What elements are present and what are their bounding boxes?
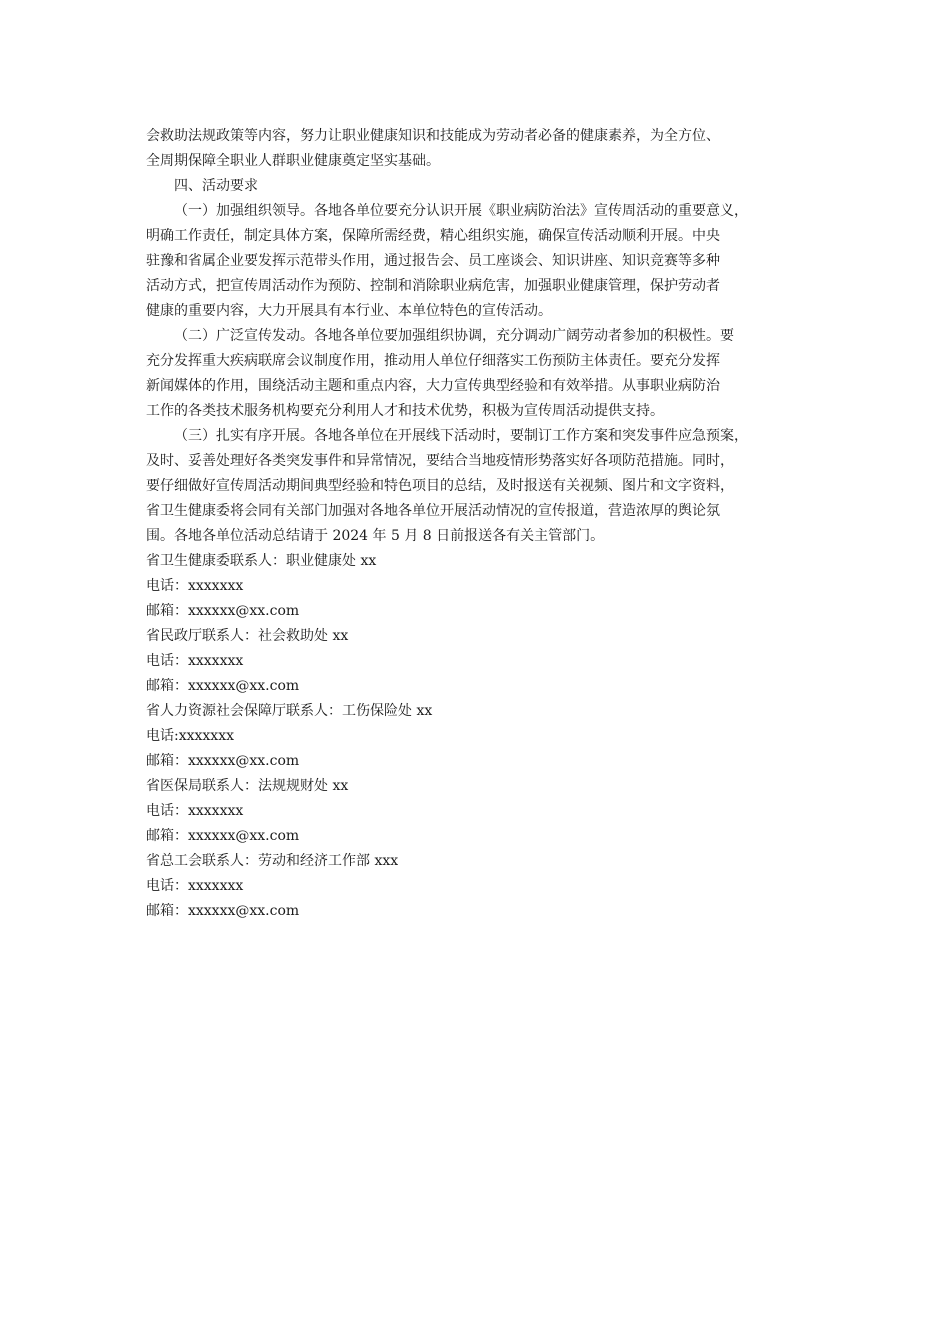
section-heading: 四、活动要求	[174, 178, 258, 194]
contact-block-human-resources	[146, 699, 806, 774]
text-line: 活动方式，把宣传周活动作为预防、控制和消除职业病危害，加强职业健康管理，保护劳动者	[146, 278, 720, 294]
contact-block-health-commission	[146, 549, 806, 624]
contact-phone: 电话：xxxxxxx	[146, 803, 244, 819]
contact-name: 省卫生健康委联系人：职业健康处 xx	[146, 553, 377, 569]
contact-phone: 电话：xxxxxxx	[146, 653, 244, 669]
text-line: （三）扎实有序开展。各地各单位在开展线下活动时，要制订工作方案和突发事件应急预案，	[174, 428, 748, 444]
text-line: 健康的重要内容，大力开展具有本行业、本单位特色的宣传活动。	[146, 303, 552, 319]
text-line: 全周期保障全职业人群职业健康奠定坚实基础。	[146, 153, 440, 169]
contact-email: 邮箱：xxxxxx@xx.com	[146, 678, 300, 694]
contact-name: 省人力资源社会保障厅联系人：工伤保险处 xx	[146, 703, 433, 719]
contact-name: 省民政厅联系人：社会救助处 xx	[146, 628, 349, 644]
contact-phone: 电话：xxxxxxx	[146, 878, 244, 894]
intro-paragraph	[146, 124, 806, 174]
contact-phone: 电话：xxxxxxx	[146, 578, 244, 594]
text-line: 驻豫和省属企业要发挥示范带头作用，通过报告会、员工座谈会、知识讲座、知识竞赛等多种	[146, 253, 720, 269]
contact-email: 邮箱：xxxxxx@xx.com	[146, 903, 300, 919]
text-line: （一）加强组织领导。各地各单位要充分认识开展《职业病防治法》宣传周活动的重要意义，	[174, 203, 748, 219]
document-page	[146, 124, 806, 924]
text-line: （二）广泛宣传发动。各地各单位要加强组织协调，充分调动广阔劳动者参加的积极性。要	[174, 328, 734, 344]
contact-block-trade-union	[146, 849, 806, 924]
contact-phone: 电话:xxxxxxx	[146, 728, 234, 744]
text-line: 要仔细做好宣传周活动期间典型经验和特色项目的总结，及时报送有关视频、图片和文字资料，	[146, 478, 734, 494]
text-line: 明确工作责任，制定具体方案，保障所需经费，精心组织实施，确保宣传活动顺利开展。中央	[146, 228, 720, 244]
contact-name: 省总工会联系人：劳动和经济工作部 xxx	[146, 853, 399, 869]
contact-email: 邮箱：xxxxxx@xx.com	[146, 603, 300, 619]
contact-email: 邮箱：xxxxxx@xx.com	[146, 828, 300, 844]
text-line: 新闻媒体的作用，围绕活动主题和重点内容，大力宣传典型经验和有效举措。从事职业病防治	[146, 378, 720, 394]
text-line: 围。各地各单位活动总结请于 2024 年 5 月 8 日前报送各有关主管部门。	[146, 528, 605, 544]
requirement-paragraph-2	[146, 324, 806, 424]
text-line: 及时、妥善处理好各类突发事件和异常情况，要结合当地疫情形势落实好各项防范措施。同时，	[146, 453, 734, 469]
requirement-paragraph-1	[146, 199, 806, 324]
text-line: 工作的各类技术服务机构要充分利用人才和技术优势，积极为宣传周活动提供支持。	[146, 403, 664, 419]
contact-block-medical-insurance	[146, 774, 806, 849]
text-line: 省卫生健康委将会同有关部门加强对各地各单位开展活动情况的宣传报道，营造浓厚的舆论氛	[146, 503, 720, 519]
requirement-paragraph-3	[146, 424, 806, 549]
contact-name: 省医保局联系人：法规规财处 xx	[146, 778, 349, 794]
text-line: 充分发挥重大疾病联席会议制度作用，推动用人单位仔细落实工伤预防主体责任。要充分发挥	[146, 353, 720, 369]
text-line: 会救助法规政策等内容，努力让职业健康知识和技能成为劳动者必备的健康素养，为全方位、	[146, 128, 720, 144]
contact-email: 邮箱：xxxxxx@xx.com	[146, 753, 300, 769]
contact-block-civil-affairs	[146, 624, 806, 699]
